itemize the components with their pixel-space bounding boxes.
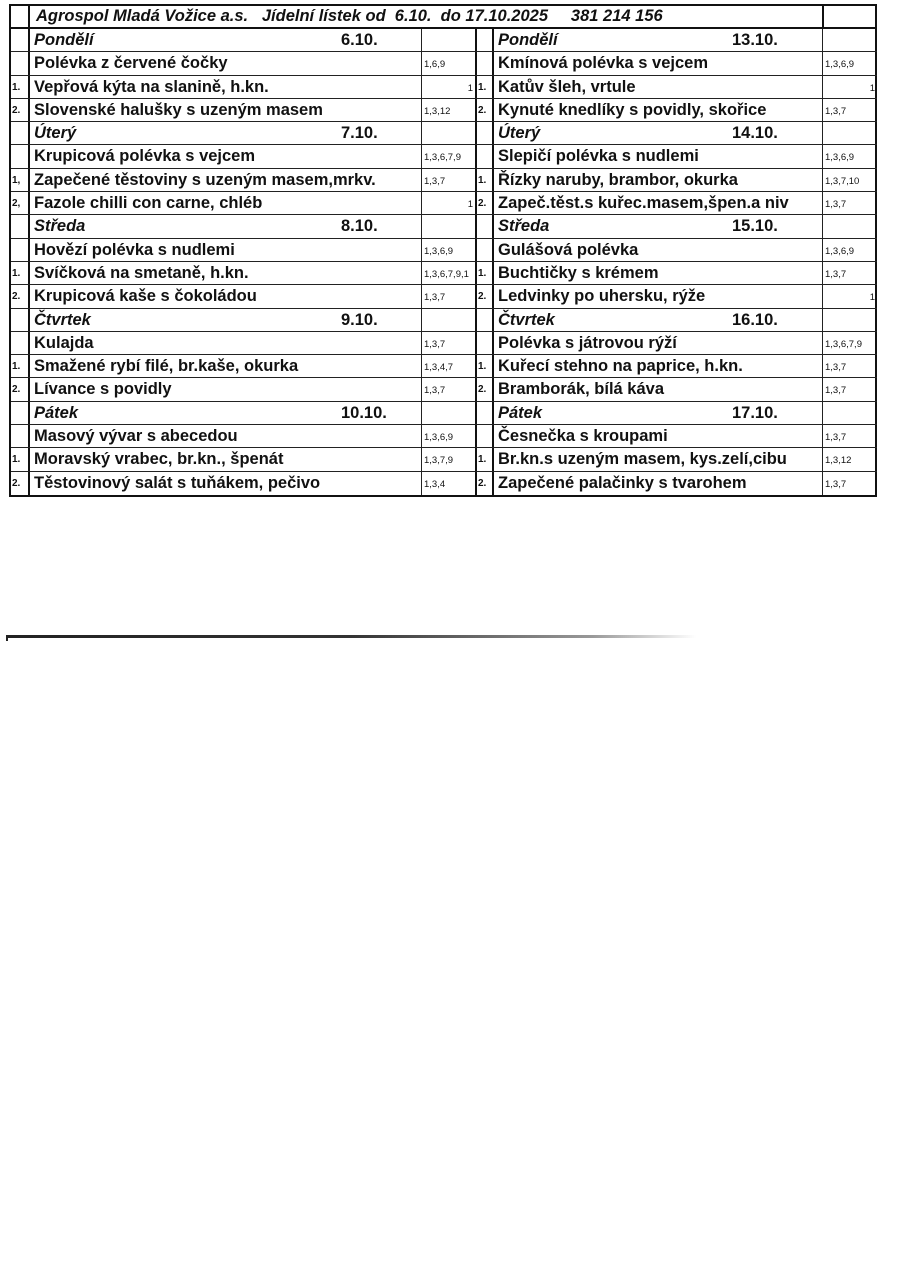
dish-name: Zapečené těstoviny s uzeným masem,mrkv. — [34, 170, 376, 189]
dish-name: Těstovinový salát s tuňákem, pečivo — [34, 473, 321, 492]
soup-row — [477, 52, 877, 75]
allergens: 1,3,7 — [421, 332, 477, 354]
item-number: 1. — [11, 76, 30, 98]
soup-row — [477, 332, 877, 355]
day-name: Pátek — [498, 403, 543, 422]
day-name: Středa — [498, 217, 550, 236]
soup-row — [11, 239, 477, 262]
meal-row — [477, 76, 877, 99]
dish-name: Moravský vrabec, br.kn., špenát — [34, 450, 284, 469]
allergens: 1 — [421, 192, 477, 214]
dish-name: Kynuté knedlíky s povidly, skořice — [498, 100, 767, 119]
dish-name: Česnečka s kroupami — [498, 427, 668, 446]
day-date: 9.10. — [341, 310, 378, 329]
item-number-cell — [477, 122, 494, 144]
scan-artifact-tick — [6, 635, 8, 641]
day-header-row — [477, 122, 877, 145]
menu-title: Agrospol Mladá Vožice a.s. Jídelní lístek od 6.10. do 17.10.2025 381 214 156 — [36, 7, 663, 25]
allergens: 1 — [421, 76, 477, 98]
item-number: 2, — [11, 192, 30, 214]
allergens-cell — [421, 402, 477, 424]
dish-name: Lívance s povidly — [34, 380, 172, 399]
allergens: 1,3,7 — [822, 378, 877, 400]
menu-table — [9, 4, 877, 497]
allergens-cell — [822, 402, 877, 424]
day-header-row — [477, 402, 877, 425]
soup-row — [477, 425, 877, 448]
allergens-cell — [421, 215, 477, 237]
meal-row — [11, 355, 477, 378]
dish-name: Katův šleh, vrtule — [498, 77, 636, 96]
allergens: 1,3,6,9 — [822, 239, 877, 261]
meal-row — [477, 378, 877, 401]
soup-row — [477, 239, 877, 262]
dish-name: Zapeč.těst.s kuřec.masem,špen.a niv — [498, 194, 789, 213]
day-date: 6.10. — [341, 31, 378, 49]
dish-name: Smažené rybí filé, br.kaše, okurka — [34, 357, 299, 376]
item-number: 1. — [11, 262, 30, 284]
item-number — [11, 145, 30, 167]
week1-column — [11, 29, 477, 495]
allergens: 1,6,9 — [421, 52, 477, 74]
meal-row — [11, 448, 477, 471]
dish-name: Vepřová kýta na slanině, h.kn. — [34, 77, 269, 96]
allergens-cell — [822, 29, 877, 51]
item-number: 2. — [11, 285, 30, 307]
item-number: 2. — [477, 285, 494, 307]
meal-row — [11, 192, 477, 215]
day-date: 13.10. — [732, 31, 778, 49]
soup-row — [477, 145, 877, 168]
meal-row — [11, 472, 477, 495]
allergens: 1,3,7 — [822, 262, 877, 284]
item-number: 1. — [477, 355, 494, 377]
day-header-row — [477, 29, 877, 52]
day-date: 17.10. — [732, 403, 778, 422]
allergens: 1,3,7 — [822, 472, 877, 495]
allergens: 1,3,7 — [822, 425, 877, 447]
allergens: 1,3,7 — [822, 99, 877, 121]
dish-name: Krupicová polévka s vejcem — [34, 147, 256, 166]
dish-name: Masový vývar s abecedou — [34, 427, 238, 446]
day-date: 14.10. — [732, 124, 778, 143]
item-number-cell — [477, 309, 494, 331]
dish-name: Ledvinky po uhersku, rýže — [498, 287, 706, 306]
day-header-row — [11, 402, 477, 425]
scan-artifact-line — [6, 635, 696, 638]
dish-name: Zapečené palačinky s tvarohem — [498, 473, 747, 492]
allergens: 1,3,7 — [421, 378, 477, 400]
day-name: Středa — [34, 217, 86, 236]
soup-row — [11, 425, 477, 448]
allergens: 1,3,4 — [421, 472, 477, 495]
meal-row — [11, 169, 477, 192]
item-number — [11, 425, 30, 447]
allergens: 1,3,7,10 — [822, 169, 877, 191]
day-header-row — [11, 29, 477, 52]
item-number: 2. — [477, 472, 494, 495]
item-number: 1. — [477, 169, 494, 191]
item-number: 2. — [477, 99, 494, 121]
dish-name: Kmínová polévka s vejcem — [498, 54, 709, 73]
item-number-cell — [477, 215, 494, 237]
item-number-cell — [11, 402, 30, 424]
day-header-row — [477, 215, 877, 238]
item-number: 2. — [11, 472, 30, 495]
item-number: 2. — [477, 192, 494, 214]
dish-name: Hovězí polévka s nudlemi — [34, 240, 235, 259]
dish-name: Buchtičky s krémem — [498, 263, 659, 282]
dish-name: Slepičí polévka s nudlemi — [498, 147, 699, 166]
item-number — [11, 52, 30, 74]
item-number: 1. — [477, 76, 494, 98]
day-header-row — [477, 309, 877, 332]
dish-name: Kulajda — [34, 333, 94, 352]
day-name: Úterý — [498, 124, 541, 143]
day-date: 7.10. — [341, 124, 378, 143]
item-number — [477, 425, 494, 447]
item-number-cell — [11, 309, 30, 331]
meal-row — [477, 285, 877, 308]
item-number — [477, 145, 494, 167]
allergens: 1,3,12 — [421, 99, 477, 121]
meal-row — [477, 448, 877, 471]
day-header-row — [11, 122, 477, 145]
allergens: 1,3,6,7,9 — [421, 145, 477, 167]
item-number-cell — [11, 122, 30, 144]
day-date: 16.10. — [732, 310, 778, 329]
meal-row — [477, 169, 877, 192]
allergens: 1 — [822, 285, 877, 307]
item-number: 1. — [11, 448, 30, 470]
allergens-cell — [822, 122, 877, 144]
item-number — [477, 52, 494, 74]
soup-row — [11, 145, 477, 168]
soup-row — [11, 332, 477, 355]
allergens-cell — [822, 215, 877, 237]
meal-row — [477, 99, 877, 122]
meal-row — [11, 285, 477, 308]
week2-column — [477, 29, 877, 495]
item-number-cell — [11, 215, 30, 237]
allergens-cell — [421, 122, 477, 144]
item-number: 1. — [477, 262, 494, 284]
item-number-cell — [477, 402, 494, 424]
meal-row — [11, 99, 477, 122]
item-number — [477, 332, 494, 354]
dish-name: Polévka z červené čočky — [34, 54, 228, 73]
allergens-cell — [421, 29, 477, 51]
item-number — [11, 239, 30, 261]
allergens: 1,3,7 — [822, 355, 877, 377]
day-name: Čtvrtek — [498, 310, 555, 329]
allergens-cell — [421, 309, 477, 331]
allergens: 1,3,6,9 — [421, 425, 477, 447]
dish-name: Fazole chilli con carne, chléb — [34, 194, 263, 213]
dish-name: Kuřecí stehno na paprice, h.kn. — [498, 357, 743, 376]
allergens: 1,3,7 — [822, 192, 877, 214]
allergens: 1,3,6,9 — [421, 239, 477, 261]
item-number: 2. — [477, 378, 494, 400]
dish-name: Svíčková na smetaně, h.kn. — [34, 263, 249, 282]
day-name: Pondělí — [34, 31, 94, 49]
allergens-cell — [822, 309, 877, 331]
dish-name: Krupicová kaše s čokoládou — [34, 287, 257, 306]
meal-row — [11, 262, 477, 285]
meal-row — [11, 378, 477, 401]
item-number: 2. — [11, 378, 30, 400]
allergens: 1 — [822, 76, 877, 98]
allergens: 1,3,6,9 — [822, 52, 877, 74]
meal-row — [477, 355, 877, 378]
item-number: 1. — [11, 355, 30, 377]
allergens: 1,3,7 — [421, 285, 477, 307]
item-number: 1, — [11, 169, 30, 191]
dish-name: Bramborák, bílá káva — [498, 380, 664, 399]
allergens: 1,3,6,9 — [822, 145, 877, 167]
dish-name: Br.kn.s uzeným masem, kys.zelí,cibu — [498, 450, 787, 469]
item-number-cell — [477, 29, 494, 51]
allergens: 1,3,12 — [822, 448, 877, 470]
dish-name: Gulášová polévka — [498, 240, 639, 259]
day-header-row — [11, 309, 477, 332]
dish-name: Slovenské halušky s uzeným masem — [34, 100, 323, 119]
day-date: 8.10. — [341, 217, 378, 236]
day-date: 10.10. — [341, 403, 387, 422]
meal-row — [477, 472, 877, 495]
header-end-cell — [822, 6, 879, 27]
meal-row — [477, 192, 877, 215]
soup-row — [11, 52, 477, 75]
meal-row — [11, 76, 477, 99]
day-name: Pátek — [34, 403, 79, 422]
item-number — [11, 332, 30, 354]
header-number-cell — [11, 6, 30, 27]
dish-name: Řízky naruby, brambor, okurka — [498, 170, 738, 189]
day-name: Čtvrtek — [34, 310, 91, 329]
item-number-cell — [11, 29, 30, 51]
day-name: Úterý — [34, 124, 77, 143]
dish-name: Polévka s játrovou rýží — [498, 333, 677, 352]
item-number: 1. — [477, 448, 494, 470]
item-number — [477, 239, 494, 261]
allergens: 1,3,7,9 — [421, 448, 477, 470]
day-name: Pondělí — [498, 31, 558, 49]
allergens: 1,3,4,7 — [421, 355, 477, 377]
allergens: 1,3,7 — [421, 169, 477, 191]
day-header-row — [11, 215, 477, 238]
meal-row — [477, 262, 877, 285]
day-date: 15.10. — [732, 217, 778, 236]
item-number: 2. — [11, 99, 30, 121]
allergens: 1,3,6,7,9 — [822, 332, 877, 354]
menu-header-row — [11, 6, 875, 29]
allergens: 1,3,6,7,9,1 — [421, 262, 477, 284]
